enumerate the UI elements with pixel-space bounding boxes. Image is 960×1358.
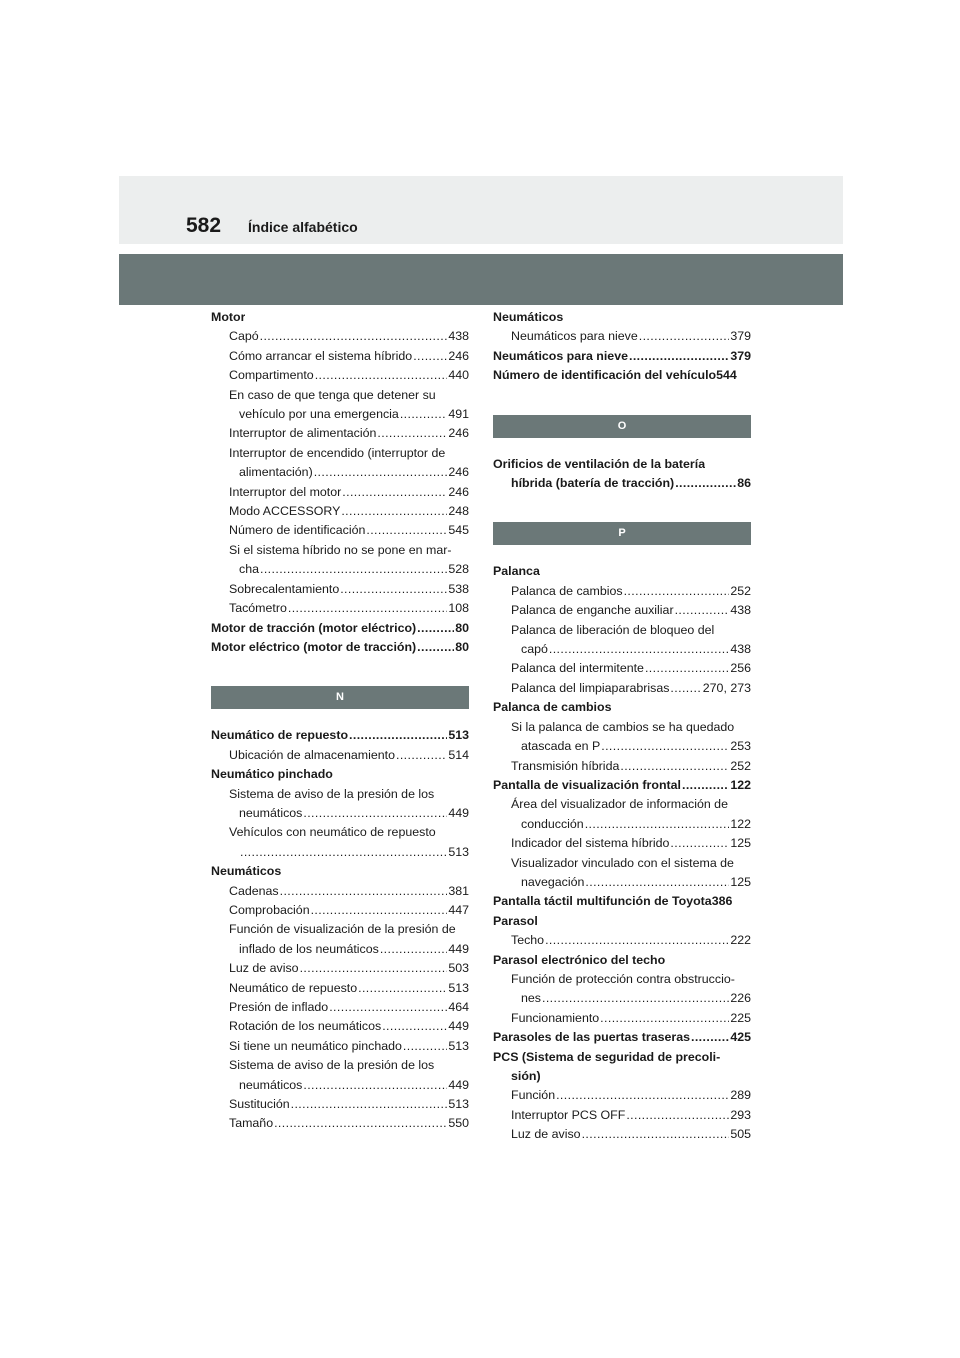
page-ref: 447 (448, 902, 469, 917)
index-subentry (211, 901, 469, 920)
page-ref: 225 (730, 1010, 751, 1025)
entry-label: Neumático pinchado (211, 767, 333, 782)
entry-label: Palanca de cambios (493, 700, 612, 715)
entry-label: Ubicación de almacenamiento (229, 747, 395, 762)
entry-label: Palanca del intermitente (511, 661, 644, 676)
dot-leader (380, 940, 447, 959)
entry-label: Visualizador vinculado con el sistema de (511, 855, 734, 870)
index-subentry (211, 560, 469, 579)
entry-label: Rotación de los neumáticos (229, 1019, 382, 1034)
index-subentry (211, 599, 469, 618)
entry-label: Si el sistema híbrido no se pone en mar- (229, 542, 452, 557)
page-ref: 528 (448, 562, 469, 577)
index-subentry (211, 580, 469, 599)
entry-label: Motor eléctrico (motor de tracción) (211, 639, 417, 654)
index-entry (493, 562, 751, 581)
dot-leader (670, 834, 729, 853)
entry-label: alimentación) (239, 465, 313, 480)
entry-label: cha (239, 562, 259, 577)
index-entry (493, 776, 751, 795)
page-ref: 449 (448, 941, 469, 956)
dot-leader (545, 931, 729, 950)
page-ref: 379 (730, 348, 751, 363)
page-ref: 125 (730, 836, 751, 851)
dot-leader (315, 366, 448, 385)
dot-leader (542, 989, 729, 1008)
entry-label: Tacómetro (229, 601, 287, 616)
dot-leader (260, 560, 447, 579)
dot-leader (291, 1095, 448, 1114)
page-ref: 381 (448, 883, 469, 898)
entry-label: Neumáticos (493, 310, 564, 324)
dot-leader (382, 1017, 447, 1036)
entry-label: navegación (521, 874, 585, 889)
dot-leader (303, 1076, 447, 1095)
page-ref: 440 (448, 368, 469, 383)
entry-label: Palanca de enganche auxiliar (511, 603, 674, 618)
index-subentry (211, 347, 469, 366)
index-subentry (493, 640, 751, 659)
page-ref: 122 (730, 816, 751, 831)
dot-leader (417, 619, 454, 638)
page-ref: 252 (730, 758, 751, 773)
page-ref: 246 (448, 465, 469, 480)
entry-label: Neumático de repuesto (211, 728, 349, 743)
entry-label: sión) (511, 1069, 541, 1083)
entry-label: Capó (229, 329, 259, 344)
index-entry (493, 455, 751, 474)
entry-label: conducción (521, 816, 584, 831)
dot-leader (311, 901, 448, 920)
dot-leader (341, 502, 447, 521)
index-subentry (211, 521, 469, 540)
index-subentry (493, 1067, 751, 1086)
page-ref: 449 (448, 1077, 469, 1092)
index-subentry (211, 823, 469, 842)
index-subentry (211, 843, 469, 862)
dot-leader (417, 638, 454, 657)
header-bar (119, 254, 843, 305)
dot-leader (675, 474, 736, 493)
page-ref: 491 (448, 407, 469, 422)
page-ref: 379 (730, 329, 751, 344)
dot-leader (629, 347, 729, 366)
dot-leader (340, 580, 447, 599)
entry-label: Si tiene un neumático pinchado (229, 1038, 402, 1053)
page-ref: 513 (448, 980, 469, 995)
page-ref: 270, 273 (702, 680, 751, 695)
index-entry (493, 308, 751, 327)
index-entry (493, 951, 751, 970)
dot-leader (585, 873, 729, 892)
entry-label: Motor (211, 310, 246, 324)
entry-label: Vehículos con neumático de repuesto (229, 825, 436, 840)
index-subentry (493, 582, 751, 601)
entry-label: Sistema de aviso de la presión de los (229, 786, 435, 801)
index-column-right (493, 308, 751, 1145)
header-band (119, 176, 843, 244)
index-subentry (493, 815, 751, 834)
index-entry (493, 912, 751, 931)
index-subentry (493, 621, 751, 640)
page-ref: 246 (448, 484, 469, 499)
entry-label: Modo ACCESSORY (229, 504, 341, 519)
entry-label: Si la palanca de cambios se ha quedado (511, 719, 735, 734)
entry-label: Palanca del limpiaparabrisas (511, 680, 670, 695)
page-ref: 222 (730, 933, 751, 948)
dot-leader (670, 679, 701, 698)
index-subentry (211, 920, 469, 939)
entry-label: Función (511, 1088, 556, 1103)
dot-leader (349, 726, 447, 745)
index-subentry (493, 757, 751, 776)
index-subentry (211, 444, 469, 463)
dot-leader (691, 1028, 729, 1047)
page-ref: 252 (730, 583, 751, 598)
page-ref: 449 (448, 805, 469, 820)
section-gap (493, 493, 751, 522)
dot-leader (601, 737, 729, 756)
dot-leader (377, 424, 447, 443)
page-ref: 438 (730, 603, 751, 618)
entry-label: Orificios de ventilación de la batería (493, 456, 706, 471)
entry-label: vehículo por una emergencia (239, 407, 399, 422)
index-subentry (493, 1125, 751, 1144)
dot-leader (645, 659, 729, 678)
dot-leader (396, 746, 447, 765)
index-entry (211, 619, 469, 638)
entry-label: Palanca de cambios (511, 583, 623, 598)
index-subentry (211, 804, 469, 823)
page-ref: 505 (730, 1127, 751, 1142)
entry-label: Pantalla de visualización frontal (493, 777, 681, 792)
dot-leader (639, 327, 730, 346)
index-entry (493, 1048, 751, 1067)
letter-heading: N (211, 686, 469, 709)
entry-label: Palanca de liberación de bloqueo del (511, 622, 715, 637)
dot-leader (682, 776, 729, 795)
index-subentry (211, 1017, 469, 1036)
entry-label: neumáticos (239, 1077, 303, 1092)
index-subentry (211, 502, 469, 521)
entry-label: Techo (511, 933, 545, 948)
entry-label: Sobrecalentamiento (229, 581, 340, 596)
index-entry (493, 892, 751, 911)
page-ref: 514 (448, 747, 469, 762)
entry-label: Parasoles de las puertas traseras (493, 1030, 690, 1045)
index-subentry (493, 718, 751, 737)
index-entry (211, 308, 469, 327)
page-number: 582 (186, 214, 222, 237)
entry-label: neumáticos (239, 805, 303, 820)
index-subentry (211, 785, 469, 804)
entry-label: Número de identificación (229, 523, 366, 538)
dot-leader (626, 1106, 729, 1125)
index-subentry (493, 601, 751, 620)
index-subentry (493, 989, 751, 1008)
entry-label: inflado de los neumáticos (239, 941, 379, 956)
page-ref: 513 (448, 1097, 469, 1112)
entry-label: Función de protección contra obstruccio- (511, 971, 735, 986)
page-ref: 293 (730, 1107, 751, 1122)
entry-label: Sistema de aviso de la presión de los (229, 1058, 435, 1073)
index-subentry (211, 998, 469, 1017)
page-ref: 503 (448, 961, 469, 976)
dot-leader (280, 882, 448, 901)
entry-label: Neumático de repuesto (229, 980, 358, 995)
page-ref: 86 (737, 476, 751, 491)
index-subentry (211, 386, 469, 405)
entry-label: atascada en P (521, 739, 601, 754)
entry-label: Pantalla táctil multifunción de Toyota (493, 894, 712, 909)
index-subentry (211, 424, 469, 443)
index-subentry (493, 873, 751, 892)
dot-leader (342, 483, 447, 502)
dot-leader (366, 521, 447, 540)
index-subentry (211, 746, 469, 765)
entry-label: Tamaño (229, 1116, 274, 1131)
index-subentry (493, 327, 751, 346)
entry-label: Sustitución (229, 1097, 290, 1112)
index-subentry (493, 970, 751, 989)
page-ref: 253 (730, 739, 751, 754)
index-entry (493, 366, 751, 385)
page-ref: 108 (448, 601, 469, 616)
index-entry (211, 862, 469, 881)
entry-label: Comprobación (229, 902, 310, 917)
index-entry (211, 765, 469, 784)
entry-label: Presión de inflado (229, 1000, 329, 1014)
entry-label: Área del visualizador de información de (511, 797, 728, 812)
index-subentry (211, 882, 469, 901)
entry-label: Transmisión híbrida (511, 758, 620, 773)
dot-leader (549, 640, 729, 659)
page-ref: 438 (730, 642, 751, 657)
index-subentry (493, 679, 751, 698)
dot-leader (314, 463, 448, 482)
index-entry (493, 698, 751, 717)
section-gap (493, 386, 751, 415)
index-subentry (493, 737, 751, 756)
page-ref: 550 (448, 1116, 469, 1131)
page-ref: 544 (716, 368, 737, 383)
index-subentry (211, 483, 469, 502)
entry-label: Neumáticos para nieve (493, 348, 628, 363)
index-subentry (211, 1095, 469, 1114)
index-subentry (211, 327, 469, 346)
page-ref: 449 (448, 1019, 469, 1034)
index-subentry (211, 1076, 469, 1095)
letter-heading: P (493, 522, 751, 545)
index-subentry (493, 854, 751, 873)
index-entry (493, 1028, 751, 1047)
dot-leader (260, 327, 448, 346)
page-ref: 248 (448, 504, 469, 519)
entry-label: Parasol electrónico del techo (493, 952, 666, 967)
entry-label: Interruptor PCS OFF (511, 1107, 626, 1122)
page-ref: 246 (448, 426, 469, 441)
entry-label: En caso de que tenga que detener su (229, 387, 436, 402)
entry-label: capó (521, 642, 548, 657)
index-subentry (493, 931, 751, 950)
dot-leader (600, 1009, 729, 1028)
index-entry (211, 638, 469, 657)
entry-label: Número de identificación del vehículo (493, 368, 717, 383)
entry-label: Luz de aviso (229, 961, 299, 976)
entry-label: Motor de tracción (motor eléctrico) (211, 620, 417, 635)
page-ref: 513 (448, 1038, 469, 1053)
dot-leader (288, 599, 447, 618)
index-subentry (211, 541, 469, 560)
dot-leader (620, 757, 729, 776)
index-subentry (211, 940, 469, 959)
index-subentry (493, 1106, 751, 1125)
page-ref: 464 (448, 1000, 469, 1014)
entry-label: Neumáticos (211, 864, 282, 879)
index-subentry (211, 405, 469, 424)
entry-label: PCS (Sistema de seguridad de precoli- (493, 1049, 721, 1064)
page-ref: 122 (730, 777, 751, 792)
dot-leader (400, 405, 448, 424)
index-subentry (493, 474, 751, 493)
index-subentry (211, 1037, 469, 1056)
page-ref: 246 (448, 348, 469, 363)
page-ref: 80 (455, 639, 469, 654)
page-ref: 438 (448, 329, 469, 344)
entry-label: Cómo arrancar el sistema híbrido (229, 348, 413, 363)
entry-label: Función de visualización de la presión de (229, 922, 456, 937)
index-subentry (211, 463, 469, 482)
entry-label: Cadenas (229, 883, 279, 898)
page-ref: 425 (730, 1030, 751, 1045)
dot-leader (329, 998, 447, 1017)
dot-leader (675, 601, 730, 620)
index-subentry (211, 959, 469, 978)
page-ref: 513 (448, 844, 469, 859)
entry-label: Interruptor de alimentación (229, 426, 377, 441)
entry-label: Luz de aviso (511, 1127, 581, 1142)
index-subentry (211, 1114, 469, 1133)
page-ref: 513 (448, 728, 469, 743)
entry-label: Interruptor de encendido (interruptor de (229, 445, 446, 460)
entry-label: híbrida (batería de tracción) (511, 476, 675, 491)
page-ref: 538 (448, 581, 469, 596)
entry-label: Palanca (493, 564, 540, 579)
letter-heading: O (493, 415, 751, 438)
entry-label: Neumáticos para nieve (511, 329, 638, 344)
index-subentry (211, 1056, 469, 1075)
index-subentry (493, 659, 751, 678)
dot-leader (300, 959, 448, 978)
dot-leader (274, 1114, 447, 1133)
page-ref: 289 (730, 1088, 751, 1103)
entry-label: Interruptor del motor (229, 484, 342, 499)
page-ref: 80 (455, 620, 469, 635)
page-ref: 386 (711, 894, 733, 909)
entry-label: Compartimento (229, 368, 314, 383)
entry-label: Indicador del sistema híbrido (511, 836, 670, 851)
index-entry (211, 726, 469, 745)
index-subentry (493, 795, 751, 814)
index-subentry (493, 1086, 751, 1105)
index-subentry (493, 834, 751, 853)
dot-leader (303, 804, 447, 823)
dot-leader (582, 1125, 730, 1144)
entry-label: Funcionamiento (511, 1010, 600, 1025)
section-gap (211, 657, 469, 686)
dot-leader (556, 1086, 729, 1105)
dot-leader (413, 347, 447, 366)
entry-label: Parasol (493, 913, 538, 928)
page-ref: 256 (730, 661, 751, 676)
dot-leader (585, 815, 730, 834)
index-column-left (211, 308, 469, 1134)
index-subentry (211, 979, 469, 998)
page-ref: 226 (730, 991, 751, 1006)
page-ref: 125 (730, 874, 751, 889)
dot-leader (403, 1037, 447, 1056)
page-ref: 545 (448, 523, 469, 538)
index-subentry (211, 366, 469, 385)
dot-leader (358, 979, 447, 998)
dot-leader (624, 582, 730, 601)
index-entry (493, 347, 751, 366)
dot-leader (240, 843, 447, 862)
entry-label: nes (521, 991, 541, 1006)
section-title: Índice alfabético (248, 219, 358, 235)
index-subentry (493, 1009, 751, 1028)
